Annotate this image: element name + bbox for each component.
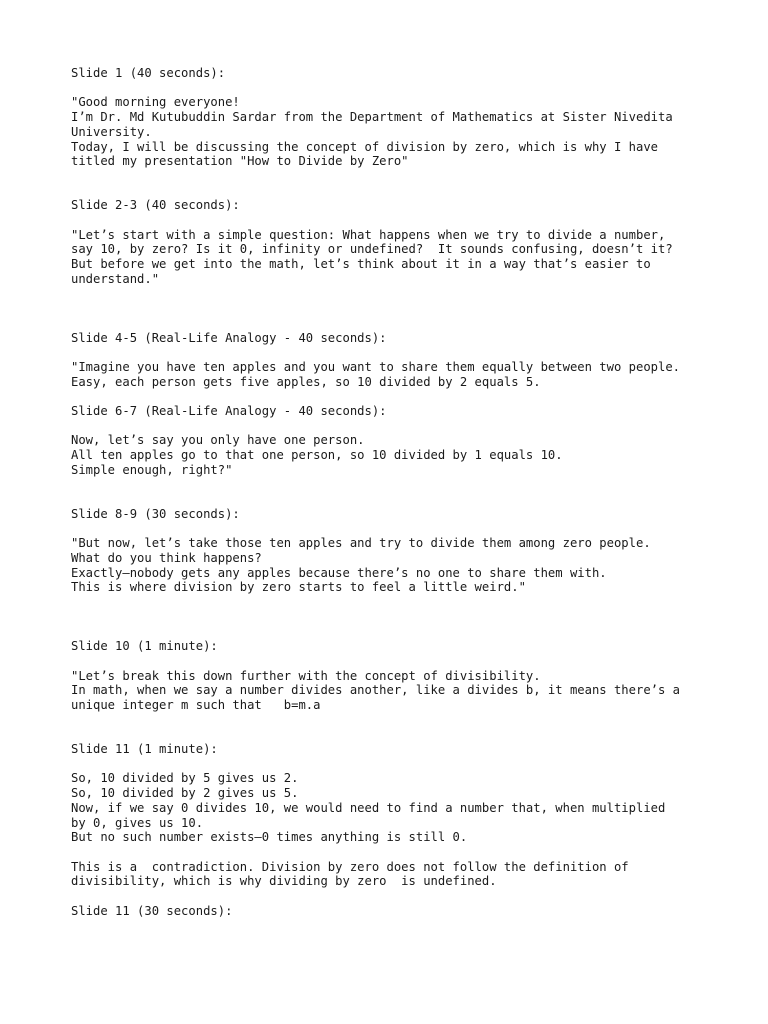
text-line — [71, 595, 731, 610]
slide-heading: Slide 6-7 (Real-Life Analogy - 40 seconds): — [71, 404, 387, 419]
text-line: What do you think happens? — [71, 551, 262, 565]
text-line: This is where division by zero starts to feel a little weird." — [71, 580, 526, 595]
slide-heading: Slide 11 (30 seconds): — [71, 903, 233, 918]
text-line: Now, if we say 0 divides 10, we would need to find a number that, when multiplied — [71, 800, 666, 815]
text-line: understand." — [71, 271, 160, 286]
document-text — [71, 66, 731, 918]
text-line: "Imagine you have ten apples and you want to share them equally between two people. — [71, 359, 681, 374]
text-line: Today, I will be discussing the concept of division by zero, which is why I have — [71, 139, 658, 154]
slide-heading: Slide 11 (1 minute): — [71, 742, 218, 757]
text-line: In math, when we say a number divides another, like a divides b, it means there’s a — [71, 683, 681, 698]
slide-heading: Slide 1 (40 seconds): — [71, 66, 226, 80]
text-line — [71, 624, 731, 639]
text-line: divisibility, which is why dividing by zero is undefined. — [71, 874, 497, 889]
text-line — [71, 419, 731, 434]
text-line — [71, 610, 731, 625]
text-line — [71, 213, 731, 228]
text-line: say 10, by zero? Is it 0, infinity or undefined? It sounds confusing, doesn’t it? — [71, 242, 673, 257]
slide-heading: Slide 2-3 (40 seconds): — [71, 198, 240, 213]
text-line — [71, 727, 731, 742]
slide-heading: Slide 8-9 (30 seconds): — [71, 506, 240, 521]
text-line — [71, 845, 731, 860]
text-line — [71, 81, 731, 96]
text-line — [71, 184, 731, 199]
text-line: Easy, each person gets five apples, so 10 divided by 2 equals 5. — [71, 374, 541, 389]
text-line — [71, 345, 731, 360]
text-line: Now, let’s say you only have one person. — [71, 433, 365, 448]
text-line: So, 10 divided by 5 gives us 2. — [71, 771, 299, 786]
text-line: titled my presentation "How to Divide by Zero" — [71, 154, 409, 169]
text-line: unique integer m such that b=m.a — [71, 697, 321, 712]
text-line: "Let’s break this down further with the concept of divisibility. — [71, 668, 541, 683]
text-line — [71, 713, 731, 728]
text-line: Simple enough, right?" — [71, 462, 233, 477]
text-line: This is a contradiction. Division by zero does not follow the definition of — [71, 859, 629, 874]
text-line — [71, 169, 731, 184]
text-line — [71, 316, 731, 331]
slide-heading: Slide 10 (1 minute): — [71, 639, 218, 654]
text-line: But no such number exists—0 times anything is still 0. — [71, 830, 468, 845]
text-line: University. — [71, 124, 152, 139]
text-line — [71, 286, 731, 301]
text-line: by 0, gives us 10. — [71, 815, 204, 830]
text-line — [71, 889, 731, 904]
text-line: All ten apples go to that one person, so 10 divided by 1 equals 10. — [71, 448, 563, 463]
text-line — [71, 757, 731, 772]
text-line: "But now, let’s take those ten apples and try to divide them among zero people. — [71, 536, 651, 551]
text-line — [71, 492, 731, 507]
text-line — [71, 654, 731, 669]
text-line: Exactly—nobody gets any apples because there’s no one to share them with. — [71, 565, 607, 580]
text-line: I’m Dr. Md Kutubuddin Sardar from the Department of Mathematics at Sister Nivedita — [71, 110, 673, 125]
document-page — [71, 66, 731, 918]
text-line — [71, 301, 731, 316]
slide-heading: Slide 4-5 (Real-Life Analogy - 40 seconds): — [71, 330, 387, 345]
text-line — [71, 389, 731, 404]
text-line: So, 10 divided by 2 gives us 5. — [71, 786, 299, 801]
text-line — [71, 478, 731, 493]
text-line: But before we get into the math, let’s think about it in a way that’s easier to — [71, 257, 651, 272]
text-line — [71, 522, 731, 537]
text-line: "Let’s start with a simple question: What happens when we try to divide a number, — [71, 227, 666, 242]
text-line: "Good morning everyone! — [71, 95, 240, 110]
